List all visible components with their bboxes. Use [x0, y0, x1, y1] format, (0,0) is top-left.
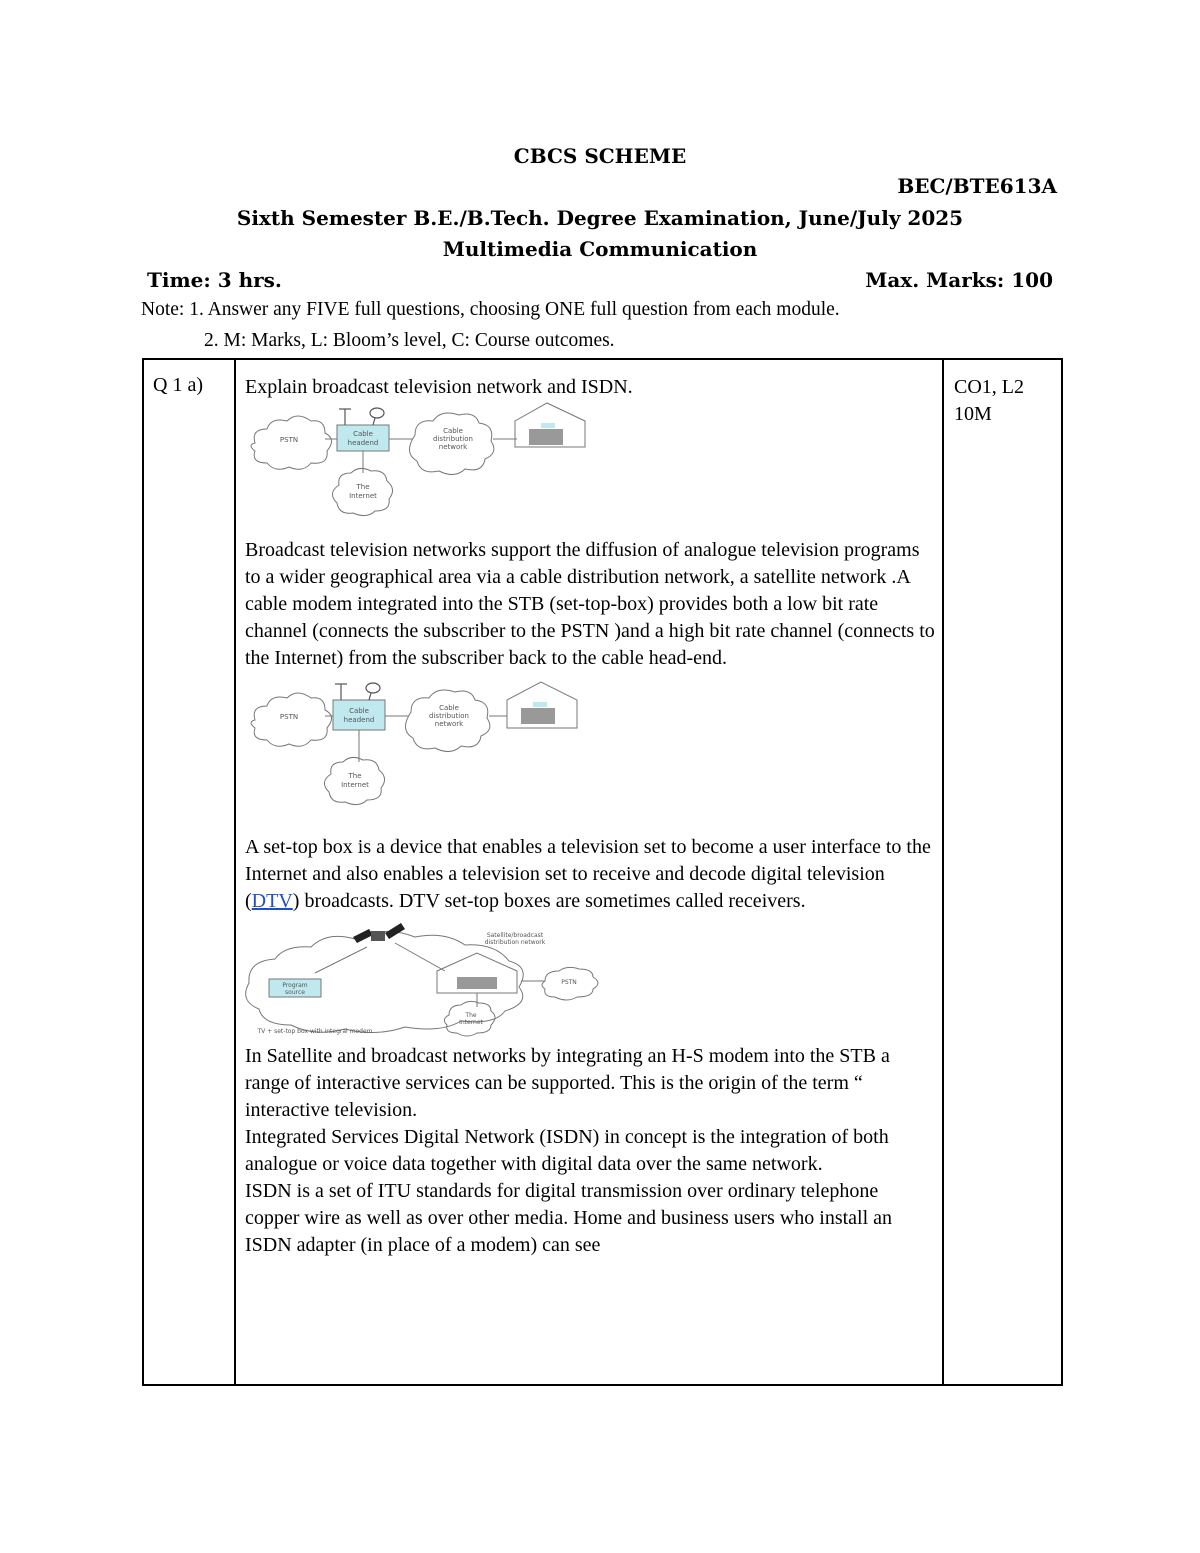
dist-label-1: Cable: [443, 427, 463, 435]
internet-label-2: Internet: [341, 781, 369, 789]
question-title: Explain broadcast television network and ISDN.: [245, 376, 633, 398]
headend-box: [333, 700, 385, 730]
dist-label-1: Cable: [439, 704, 459, 712]
headend-label-2: headend: [347, 439, 379, 447]
question-table: [142, 358, 1063, 1386]
time-label: Time: 3 hrs.: [147, 268, 282, 292]
satellite-dish-icon: [335, 683, 380, 700]
question-row: [143, 359, 1062, 1385]
satellite-caption-2: distribution network: [484, 939, 546, 946]
question-number-cell: [143, 359, 235, 1385]
tv-set-icon: [521, 708, 555, 724]
internet-label-1: The: [465, 1012, 477, 1019]
course-outcome-level: CO1, L2: [954, 376, 1024, 398]
dist-label-2: distribution: [433, 435, 473, 443]
paragraph-set-top-box: [245, 834, 936, 915]
paragraph-interactive: In Satellite and broadcast networks by integrating an H-S modem into the STB a range of interactive services can be supported. This is the origin of the term “ interactive television.: [245, 1045, 890, 1121]
cable-network-diagram-2: [245, 678, 595, 818]
tv-set-icon: [529, 429, 563, 445]
question-marks: 10M: [954, 403, 992, 425]
stb-text-2: ) broadcasts. DTV set-top boxes are sometimes called receivers.: [292, 890, 806, 912]
max-marks-label: Max. Marks: 100: [865, 268, 1053, 292]
set-top-box-icon: [533, 702, 547, 707]
headend-label-2: headend: [343, 716, 375, 724]
dist-label-3: network: [438, 443, 468, 451]
note-line-2: 2. M: Marks, L: Bloom’s level, C: Course outcomes.: [204, 330, 615, 351]
exam-title: Sixth Semester B.E./B.Tech. Degree Examination, June/July 2025: [236, 206, 964, 230]
scheme-title: CBCS SCHEME: [513, 144, 687, 168]
internet-label-2: Internet: [349, 492, 377, 500]
cable-network-diagram-1: [245, 401, 595, 523]
marks-cell: [943, 359, 1062, 1385]
dist-label-2: distribution: [429, 712, 469, 720]
headend-box: [337, 425, 389, 451]
question-body-cell: [235, 359, 943, 1385]
stb-text-1: A set-top box is a device that enables a television set to become a user interface to the Internet and also enables a television set to receive and decode digital television (: [245, 836, 931, 912]
question-number: Q 1 a): [153, 374, 203, 396]
pstn-label: PSTN: [279, 436, 299, 444]
headend-label-1: Cable: [349, 707, 369, 715]
headend-label-1: Cable: [353, 430, 373, 438]
program-label-2: source: [285, 989, 305, 996]
satellite-icon: [353, 923, 405, 943]
pstn-label: PSTN: [561, 979, 577, 986]
satellite-dish-icon: [339, 408, 384, 425]
satellite-footnote: TV + set-top box with integral modem: [257, 1028, 373, 1035]
satellite-caption-1: Satellite/broadcast: [486, 932, 544, 939]
pstn-label: PSTN: [279, 713, 299, 721]
paragraph-isdn-standards: ISDN is a set of ITU standards for digital transmission over ordinary telephone copper wire as well as over other media. Home and business users who install an ISDN adapter (in place of a modem) can see: [245, 1180, 893, 1256]
note-line-1: Note: 1. Answer any FIVE full questions, choosing ONE full question from each module.: [141, 299, 840, 320]
dtv-link[interactable]: DTV: [251, 890, 293, 912]
internet-label-1: The: [348, 772, 362, 780]
paragraph-isdn-concept: Integrated Services Digital Network (ISDN) in concept is the integration of both analogue or voice data together with digital data over the same network.: [245, 1126, 889, 1175]
internet-label-1: The: [356, 483, 370, 491]
tv-set-icon: [457, 977, 497, 989]
paragraph-broadcast: Broadcast television networks support the diffusion of analogue television programs to a wider geographical area via a cable distribution network, a satellite network .A cable modem integrated into the STB (set-top-box) provides both a low bit rate channel (connects the subscriber to the PSTN )and a high bit rate channel (connects to the Internet) from the subscriber back to the cable head-end.: [245, 539, 935, 669]
subject-code: BEC/BTE613A: [897, 174, 1057, 198]
internet-label-2: Internet: [459, 1019, 483, 1026]
subject-title: Multimedia Communication: [442, 237, 758, 261]
program-label-1: Program: [282, 982, 308, 989]
satellite-network-diagram: [245, 919, 615, 1037]
dist-label-3: network: [434, 720, 464, 728]
set-top-box-icon: [541, 423, 555, 428]
